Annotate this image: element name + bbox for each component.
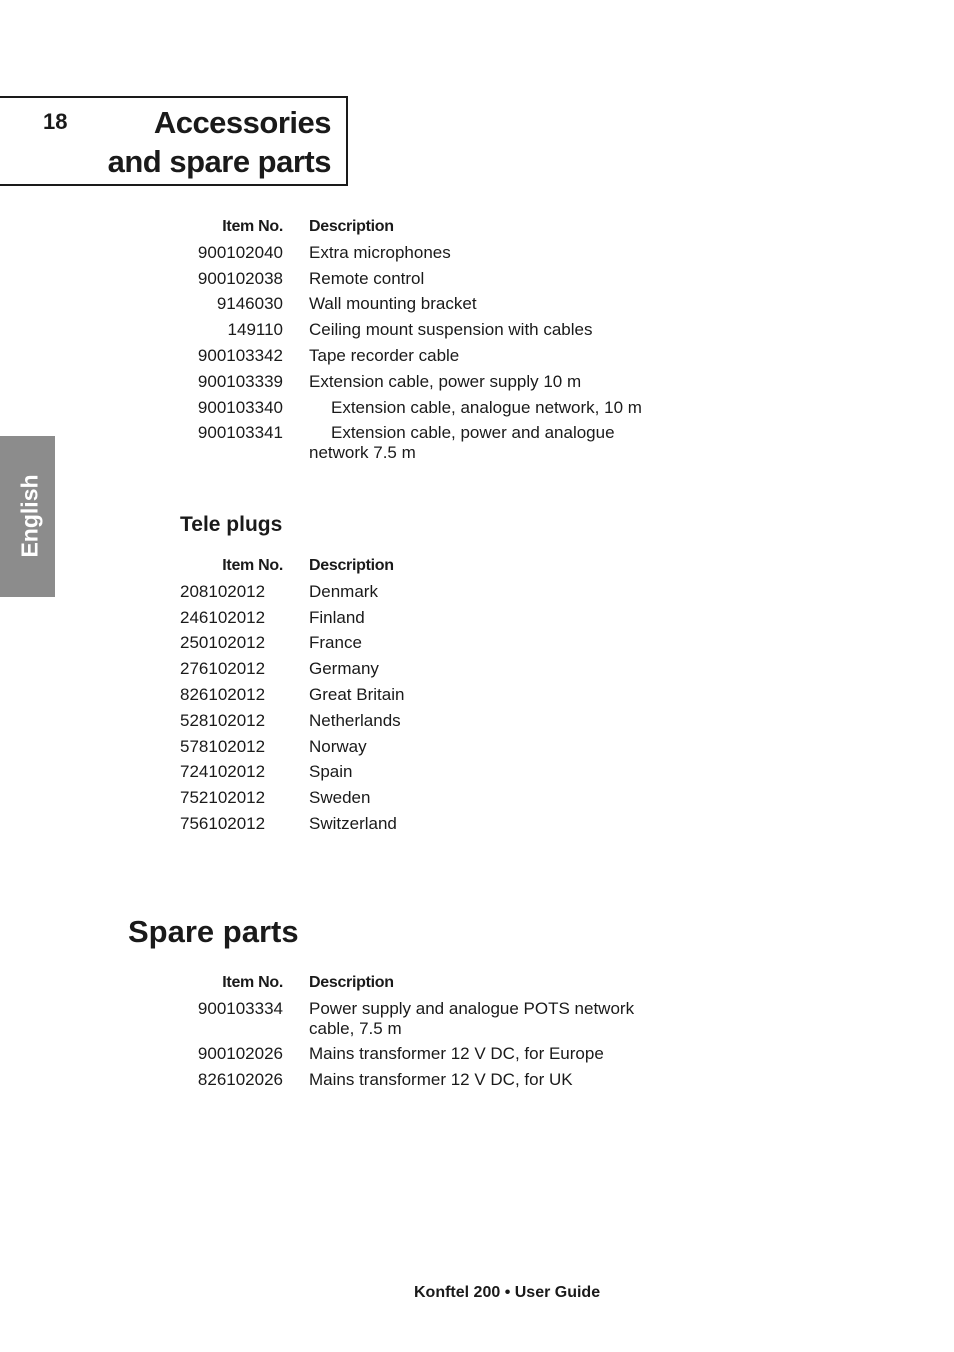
item-description: Mains transformer 12 V DC, for UK	[309, 1069, 573, 1089]
item-description: Power supply and analogue POTS network cable, 7.5 m	[309, 998, 635, 1038]
page-title-line1: Accessories	[153, 105, 331, 140]
item-description: Remote control	[309, 268, 425, 288]
item-description: Extension cable, analogue network, 10 m	[331, 397, 642, 417]
item-description: Denmark	[309, 581, 378, 601]
page-number: 18	[43, 109, 68, 134]
table-row	[0, 269, 954, 295]
item-number: 9146030	[216, 294, 283, 314]
table-row	[0, 372, 954, 398]
item-description: Finland	[309, 607, 365, 627]
item-number: 246102012	[180, 607, 266, 627]
column-header-item-no: Item No.	[222, 557, 283, 574]
table-row	[0, 608, 954, 634]
item-description: Netherlands	[309, 710, 401, 730]
table-row	[0, 320, 954, 346]
item-number: 578102012	[180, 736, 266, 756]
item-description: Switzerland	[309, 813, 397, 833]
table-row	[0, 423, 954, 468]
table-row	[0, 346, 954, 372]
item-description: Ceiling mount suspension with cables	[309, 320, 593, 340]
item-number: 900102038	[197, 268, 283, 288]
item-description: Great Britain	[309, 684, 405, 704]
table-row	[0, 737, 954, 763]
item-number: 900102026	[197, 1043, 283, 1063]
accessories-table	[0, 217, 954, 468]
item-description: Norway	[309, 736, 367, 756]
item-number: 250102012	[180, 633, 266, 653]
page-title	[108, 103, 331, 181]
column-header-item-no: Item No.	[222, 218, 283, 235]
item-number: 208102012	[180, 581, 266, 601]
item-number: 900102040	[197, 242, 283, 262]
tele-plugs-table	[0, 556, 954, 840]
table-row	[0, 1044, 954, 1070]
table-row	[0, 814, 954, 840]
item-description: Mains transformer 12 V DC, for Europe	[309, 1043, 604, 1063]
item-number: 826102012	[180, 684, 266, 704]
item-description: Spain	[309, 762, 353, 782]
column-header-description: Description	[309, 218, 394, 235]
item-description: Extension cable, power supply 10 m	[309, 371, 582, 391]
column-header-description: Description	[309, 974, 394, 991]
table-row	[0, 685, 954, 711]
footer-text: Konftel 200 • User Guide	[414, 1284, 601, 1301]
page-title-line2: and spare parts	[107, 144, 331, 179]
table-header-row	[0, 556, 954, 582]
table-header-row	[0, 973, 954, 999]
item-number: 276102012	[180, 659, 266, 679]
item-number: 900103339	[197, 371, 283, 391]
item-number: 724102012	[180, 762, 266, 782]
item-number: 900103334	[197, 998, 283, 1018]
language-tab-label: English	[16, 474, 43, 558]
table-row	[0, 659, 954, 685]
table-row	[0, 1070, 954, 1096]
item-description: Extension cable, power and analogue network 7.5 m	[309, 423, 615, 463]
item-number: 826102026	[197, 1069, 283, 1089]
item-description: Extra microphones	[309, 242, 451, 262]
table-row	[0, 294, 954, 320]
spare-parts-heading: Spare parts	[128, 914, 299, 949]
tele-plugs-heading: Tele plugs	[180, 513, 283, 536]
item-number: 900103341	[197, 423, 283, 443]
item-number: 900103342	[197, 345, 283, 365]
item-description: Sweden	[309, 788, 371, 808]
table-row	[0, 788, 954, 814]
item-number: 149110	[227, 320, 283, 340]
table-row	[0, 762, 954, 788]
item-number: 900103340	[197, 397, 283, 417]
column-header-item-no: Item No.	[222, 974, 283, 991]
item-description: Tape recorder cable	[309, 345, 460, 365]
column-header-description: Description	[309, 557, 394, 574]
table-row	[0, 243, 954, 269]
table-row	[0, 999, 954, 1044]
table-header-row	[0, 217, 954, 243]
table-row	[0, 633, 954, 659]
item-number: 756102012	[180, 813, 266, 833]
table-row	[0, 582, 954, 608]
item-number: 752102012	[180, 788, 266, 808]
item-description: Wall mounting bracket	[309, 294, 477, 314]
spare-parts-table	[0, 973, 954, 1095]
item-number: 528102012	[180, 710, 266, 730]
item-description: Germany	[309, 659, 379, 679]
table-row	[0, 711, 954, 737]
item-description: France	[309, 633, 362, 653]
table-row	[0, 398, 954, 424]
